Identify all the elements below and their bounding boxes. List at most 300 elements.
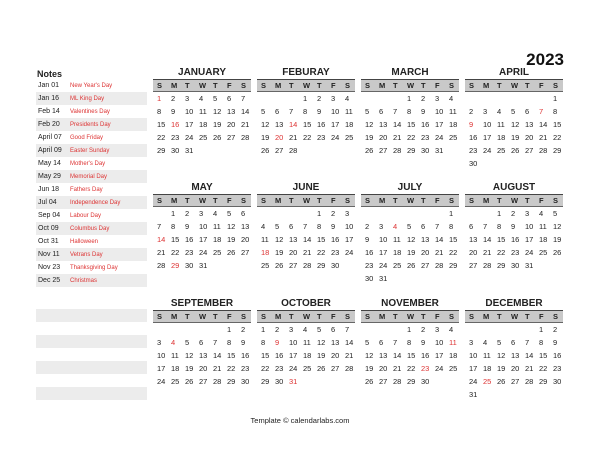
day-cell: 27 [525,146,534,155]
weekday-label: T [393,81,398,90]
holiday-name: Mother's Day [70,160,106,167]
day-cell: 14 [393,120,402,129]
weekday-label: W [407,312,415,321]
empty-day-cell [507,323,521,336]
day-cell: 18 [449,351,458,360]
month-title: JUNE [257,182,355,195]
empty-day-cell [361,207,375,220]
day-cell: 16 [185,235,194,244]
day-cell: 19 [497,364,506,373]
day-cell: 17 [435,120,444,129]
day-cell: 23 [421,133,430,142]
empty-day-cell [493,92,507,105]
day-cell: 1 [407,94,412,103]
blank-note-row [36,374,147,387]
holiday-date: Jun 18 [38,186,60,193]
day-cell: 5 [365,338,370,347]
day-cell: 31 [469,390,478,399]
day-cell: 6 [275,107,280,116]
day-cell: 14 [241,107,250,116]
empty-day-cell [361,323,375,336]
day-cell: 4 [539,209,544,218]
day-cell: 14 [289,120,298,129]
day-cell: 16 [241,351,250,360]
day-cell: 3 [185,94,190,103]
day-cell: 14 [525,351,534,360]
day-cell: 18 [303,351,312,360]
day-cell: 12 [317,338,326,347]
day-cell: 10 [157,351,166,360]
day-cell: 26 [365,146,374,155]
day-cell: 15 [227,351,236,360]
day-cell: 27 [331,364,340,373]
weekday-label: M [275,81,282,90]
day-cell: 29 [553,146,562,155]
day-cell: 10 [483,120,492,129]
weekday-label: M [483,312,490,321]
day-cell: 30 [469,159,478,168]
day-cell: 2 [331,209,336,218]
day-cell: 16 [553,351,562,360]
day-cell: 8 [539,338,544,347]
day-cell: 22 [407,364,416,373]
day-cell: 18 [261,248,270,257]
weekday-label: M [379,81,386,90]
weekday-label: T [317,312,322,321]
holiday-note-row [36,183,147,196]
day-cell: 25 [497,146,506,155]
day-cell: 16 [275,351,284,360]
empty-day-cell [403,207,417,220]
day-cell: 26 [317,364,326,373]
day-cell: 11 [497,120,505,129]
day-cell: 23 [317,133,326,142]
day-cell: 30 [511,261,520,270]
day-cell: 30 [421,146,430,155]
empty-day-cell [417,207,431,220]
weekday-label: S [365,81,371,90]
day-cell: 21 [539,133,548,142]
day-cell: 24 [469,377,478,386]
day-grid [361,323,459,388]
month-title: MARCH [361,67,459,80]
day-cell: 21 [345,351,354,360]
day-cell: 8 [317,222,322,231]
day-cell: 13 [379,351,388,360]
weekday-label: M [275,312,282,321]
holiday-date: Jul 04 [38,199,57,206]
day-cell: 20 [241,235,250,244]
day-cell: 21 [303,248,312,257]
day-cell: 9 [421,338,426,347]
day-cell: 28 [435,261,444,270]
day-cell: 6 [421,222,426,231]
empty-day-cell [257,207,271,220]
day-cell: 12 [275,235,284,244]
day-cell: 3 [525,209,530,218]
month-march [361,67,459,157]
day-cell: 12 [261,120,270,129]
day-cell: 8 [553,107,558,116]
holiday-name: Valentines Day [70,108,110,115]
day-cell: 24 [483,146,492,155]
day-cell: 19 [365,133,374,142]
weekday-label: F [227,81,232,90]
day-cell: 13 [199,351,208,360]
day-cell: 5 [275,222,280,231]
weekday-label: S [365,196,371,205]
day-cell: 13 [227,107,236,116]
month-july [361,182,459,285]
day-cell: 14 [393,351,402,360]
day-cell: 26 [227,248,236,257]
day-cell: 10 [185,107,194,116]
empty-day-cell [375,207,389,220]
weekday-header [257,311,355,323]
day-cell: 20 [379,133,388,142]
day-cell: 18 [497,133,506,142]
holiday-note-row [36,105,147,118]
month-november [361,298,459,388]
day-cell: 13 [511,351,520,360]
day-cell: 25 [483,377,492,386]
day-cell: 2 [275,325,280,334]
day-cell: 6 [227,94,232,103]
day-cell: 6 [379,338,384,347]
day-cell: 17 [289,351,298,360]
day-cell: 6 [525,107,530,116]
day-cell: 6 [331,325,336,334]
weekday-label: S [553,81,559,90]
day-cell: 2 [421,94,426,103]
blank-note-row [36,348,147,361]
day-cell: 2 [365,222,370,231]
weekday-label: S [345,196,351,205]
weekday-label: S [449,81,455,90]
day-cell: 24 [289,364,298,373]
day-cell: 7 [303,222,308,231]
day-cell: 21 [241,120,250,129]
empty-day-cell [285,207,299,220]
day-cell: 23 [275,364,284,373]
day-cell: 19 [227,235,236,244]
day-cell: 20 [469,248,478,257]
blank-notes-area [36,309,147,400]
day-cell: 5 [365,107,370,116]
empty-day-cell [257,92,271,105]
empty-day-cell [181,323,195,336]
holiday-note-row [36,92,147,105]
day-cell: 9 [317,107,322,116]
day-cell: 14 [157,235,166,244]
weekday-label: T [525,196,530,205]
day-cell: 27 [275,146,284,155]
day-cell: 20 [275,133,284,142]
day-cell: 5 [213,94,218,103]
day-cell: 9 [275,338,280,347]
weekday-label: F [331,196,336,205]
day-cell: 30 [331,261,340,270]
weekday-label: F [435,81,440,90]
day-cell: 2 [511,209,516,218]
holiday-date: Oct 31 [38,238,59,245]
day-cell: 29 [407,146,416,155]
day-cell: 24 [331,133,340,142]
month-title: JULY [361,182,459,195]
holiday-note-row [36,144,147,157]
weekday-header [153,311,251,323]
day-cell: 28 [289,146,298,155]
holiday-name: Labour Day [70,212,102,219]
day-cell: 19 [317,351,326,360]
month-title: OCTOBER [257,298,355,311]
day-cell: 17 [185,120,194,129]
holiday-notes-list [36,79,147,287]
day-cell: 3 [331,94,336,103]
day-cell: 4 [393,222,398,231]
day-cell: 22 [171,248,180,257]
day-cell: 1 [317,209,322,218]
day-cell: 21 [157,248,166,257]
day-cell: 28 [303,261,312,270]
day-cell: 1 [497,209,502,218]
day-cell: 19 [275,248,284,257]
day-cell: 31 [379,274,388,283]
weekday-label: F [539,81,544,90]
day-cell: 4 [345,94,350,103]
day-cell: 13 [241,222,250,231]
weekday-label: T [185,81,190,90]
day-cell: 3 [157,338,162,347]
day-cell: 1 [157,94,162,103]
weekday-header [257,195,355,207]
day-cell: 18 [483,364,492,373]
day-cell: 1 [407,325,412,334]
weekday-label: W [199,81,207,90]
day-cell: 25 [393,261,402,270]
holiday-date: Oct 09 [38,225,59,232]
weekday-label: M [483,196,490,205]
blank-note-row [36,361,147,374]
holiday-note-row [36,235,147,248]
day-cell: 4 [449,325,454,334]
day-cell: 19 [261,133,270,142]
holiday-note-row [36,222,147,235]
blank-note-row [36,322,147,335]
holiday-note-row [36,170,147,183]
day-cell: 1 [227,325,232,334]
day-cell: 20 [331,351,340,360]
day-cell: 24 [435,133,444,142]
day-cell: 9 [511,222,516,231]
weekday-label: F [331,312,336,321]
day-cell: 21 [393,133,402,142]
day-cell: 30 [185,261,194,270]
day-cell: 20 [379,364,388,373]
day-cell: 29 [497,261,506,270]
day-cell: 25 [303,364,312,373]
day-cell: 24 [345,248,354,257]
day-cell: 5 [185,338,190,347]
day-cell: 7 [483,222,488,231]
day-cell: 3 [435,325,440,334]
day-cell: 6 [511,338,516,347]
day-cell: 22 [227,364,236,373]
day-cell: 7 [157,222,162,231]
weekday-label: T [185,196,190,205]
weekday-label: S [241,196,247,205]
day-cell: 8 [407,338,412,347]
holiday-note-row [36,209,147,222]
weekday-label: W [511,81,519,90]
day-cell: 27 [379,377,388,386]
day-cell: 12 [365,351,374,360]
day-cell: 24 [157,377,166,386]
day-cell: 15 [261,351,270,360]
day-cell: 4 [213,209,218,218]
day-grid [257,323,355,388]
weekday-label: S [261,81,267,90]
day-cell: 30 [171,146,180,155]
day-cell: 20 [227,120,236,129]
day-cell: 14 [435,235,444,244]
day-cell: 25 [261,261,270,270]
holiday-date: April 09 [38,147,62,154]
day-cell: 17 [525,235,534,244]
weekday-header [361,311,459,323]
day-cell: 15 [407,120,416,129]
day-cell: 22 [497,248,506,257]
day-cell: 30 [275,377,284,386]
weekday-label: F [331,81,336,90]
blank-note-row [36,335,147,348]
weekday-label: S [157,312,163,321]
holiday-name: Halloween [70,238,99,245]
blank-note-row [36,387,147,400]
month-april [465,67,563,170]
weekday-header [465,80,563,92]
day-cell: 9 [365,235,370,244]
weekday-label: F [227,312,232,321]
day-cell: 3 [289,325,294,334]
day-cell: 30 [553,377,562,386]
day-cell: 13 [469,235,478,244]
day-cell: 10 [379,235,388,244]
day-cell: 26 [365,377,374,386]
empty-day-cell [479,207,493,220]
day-cell: 15 [157,120,166,129]
weekday-label: S [345,312,351,321]
day-cell: 26 [275,261,284,270]
empty-day-cell [285,92,299,105]
day-cell: 27 [511,377,520,386]
holiday-name: Independence Day [70,199,121,206]
holiday-note-row [36,131,147,144]
weekday-label: S [553,196,559,205]
empty-day-cell [465,323,479,336]
day-cell: 10 [525,222,534,231]
day-cell: 10 [345,222,354,231]
day-cell: 9 [241,338,246,347]
month-december [465,298,563,401]
day-cell: 11 [345,107,353,116]
day-cell: 15 [171,235,180,244]
month-title: FEBURAY [257,67,355,80]
day-cell: 20 [199,364,208,373]
holiday-name: Easter Sunday [70,147,110,154]
day-cell: 8 [171,222,176,231]
month-september [153,298,251,388]
day-cell: 3 [199,209,204,218]
month-title: AUGUST [465,182,563,195]
day-cell: 19 [553,235,562,244]
day-cell: 12 [511,120,520,129]
day-cell: 28 [539,146,548,155]
day-cell: 23 [241,364,250,373]
day-cell: 11 [213,222,221,231]
day-grid [465,323,563,401]
day-cell: 17 [199,235,208,244]
weekday-label: S [449,312,455,321]
day-cell: 30 [365,274,374,283]
empty-day-cell [431,207,445,220]
weekday-label: F [227,196,232,205]
day-cell: 17 [331,120,340,129]
day-cell: 27 [379,146,388,155]
day-cell: 27 [227,133,236,142]
day-cell: 15 [539,351,548,360]
day-cell: 11 [449,107,457,116]
day-cell: 10 [469,351,478,360]
day-cell: 5 [261,107,266,116]
day-cell: 24 [525,248,534,257]
day-cell: 6 [289,222,294,231]
day-cell: 21 [483,248,492,257]
holiday-name: Thanksgiving Day [70,264,118,271]
day-cell: 28 [525,377,534,386]
day-cell: 5 [497,338,502,347]
day-cell: 29 [227,377,236,386]
day-cell: 19 [407,248,416,257]
weekday-label: M [171,312,178,321]
day-cell: 18 [539,235,548,244]
day-cell: 2 [241,325,246,334]
day-cell: 13 [421,235,430,244]
weekday-header [465,195,563,207]
weekday-label: W [303,81,311,90]
day-cell: 16 [365,248,374,257]
day-cell: 27 [199,377,208,386]
day-cell: 19 [365,364,374,373]
day-cell: 8 [497,222,502,231]
weekday-label: W [199,312,207,321]
day-cell: 15 [449,235,458,244]
empty-day-cell [153,323,167,336]
day-cell: 29 [449,261,458,270]
day-cell: 5 [227,209,232,218]
day-cell: 11 [261,235,269,244]
day-cell: 4 [199,94,204,103]
day-cell: 7 [345,325,350,334]
day-cell: 27 [421,261,430,270]
day-cell: 22 [317,248,326,257]
day-cell: 15 [553,120,562,129]
day-cell: 15 [317,235,326,244]
day-cell: 8 [407,107,412,116]
holiday-note-row [36,261,147,274]
holiday-date: Feb 14 [38,108,60,115]
weekday-label: W [199,196,207,205]
